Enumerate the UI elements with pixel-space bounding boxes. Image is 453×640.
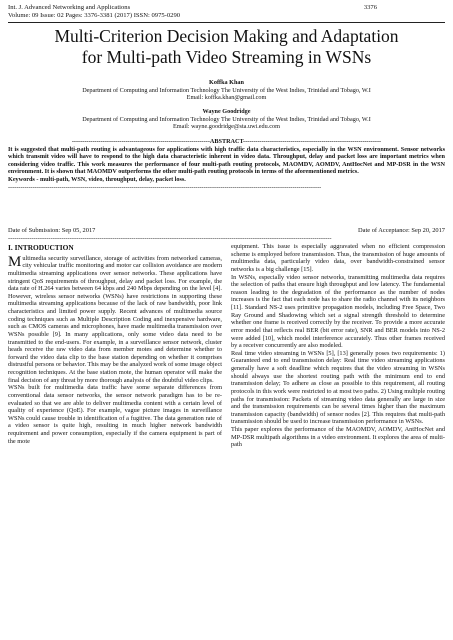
header-rule bbox=[8, 22, 445, 23]
right-column bbox=[231, 243, 445, 449]
submission-date: Date of Submission: Sep 05, 2017 bbox=[8, 227, 96, 234]
abstract-divider: -------------------------------------------------------------------------------------------------------------------------------------------------------- bbox=[8, 183, 322, 191]
paper-title bbox=[20, 26, 433, 67]
title-line-2: for Multi-path Video Streaming in WSNs bbox=[81, 46, 372, 67]
intro-paragraph-4: In WSNs, especially video sensor networks, transmitting multimedia data requires the selection of paths that ensure high throughput and low latency. The fundamental reason leading to the degradation of the performance as the number of nodes increases is the fact that each node has to share the radio channel with its neighbors [11]. Standard NS-2 uses primitive propagation models, including Free Space, Two Ray Ground and Shadowing which set a signal strength threshold to determine whether one frame is received correctly by the receiver. To provide a more accurate error model that reflects real BER (bit error rate), SNR and BER models into NS-2 were added [10], which model interference accurately. Thus other frames received by a receiver concurrently are also modeled. bbox=[231, 273, 445, 350]
abstract bbox=[8, 138, 445, 191]
author-block-2 bbox=[8, 108, 445, 131]
dates-row bbox=[8, 227, 445, 243]
keywords: Keywords - multi-path, WSN, video, throughput, delay, packet loss. bbox=[8, 175, 186, 183]
acceptance-date: Date of Acceptance: Sep 20, 2017 bbox=[358, 227, 445, 234]
abstract-body: It is suggested that multi-path routing is advantageous for applications with high traffic data characteristics, especially in the WSN environment. Sensor networks which transmit video will have to respond to the high data characteristic inherent in video data. Throughput, delay and packet loss are important metrics when considering video traffic. This work measures the performance of four multi-path routing protocols, MAOMDV, AOMDV, AntHocNet and MP-DSR in the WSN environment. It is shown that MAOMDV outperforms the other multi-path routing protocols in terms of the aforementioned metrics. bbox=[8, 145, 445, 176]
journal-name: Int. J. Advanced Networking and Applications bbox=[8, 4, 131, 11]
intro-paragraph-2: WSNs built for multimedia data traffic have some separate differences from conventional data sensor networks, the sensor network paradigm has to be re-evaluated so that we are able to deliver multimedia content with a certain level of quality of experience (QoE). For example, vague picture images in surveillance WSNs could cause trouble in identification of a fugitive. The data generation rate of a video sensor is quite high, resulting in much higher network bandwidth requirement and power consumption, especially if the camera equipment is part of the mote bbox=[8, 384, 222, 445]
intro-paragraph-3: equipment. This issue is especially aggravated when no efficient compression scheme is employed before transmission. Thus, the transmission of huge amounts of multimedia data, particularly video data, over bandwidth-constrained sensor networks is a big challenge [15]. bbox=[231, 243, 445, 273]
author-block-1 bbox=[8, 79, 445, 102]
dates-divider: -------------------------------------------------------------------------------------------------------------------------------------------------------- bbox=[8, 235, 332, 242]
author-affiliation: Department of Computing and Information Technology The University of the West Indies, Trinidad and Tobago, W.I bbox=[82, 115, 371, 123]
section-heading: I. INTRODUCTION bbox=[8, 243, 74, 252]
author-name: Koffka Khan bbox=[209, 79, 244, 86]
author-email[interactable]: Email: wayne.goodridge@sta.uwi.edu.com bbox=[173, 123, 280, 131]
intro-paragraph-6: This paper explores the performance of the MAOMDV, AOMDV, AntHocNet and MP-DSR multipath algorithms in a video environment. It explores the area of multi-path bbox=[231, 426, 445, 449]
author-name: Wayne Goodridge bbox=[202, 108, 251, 115]
abstract-heading: -------------------------------------------------------------------ABSTRACT------------------------------------------------------------------- bbox=[71, 138, 382, 145]
author-email[interactable]: Email: koffka.khan@gmail.com bbox=[186, 94, 267, 102]
intro-paragraph-1: Multimedia security surveillance, storage of activities from networked cameras, city vehicular traffic monitoring and motor car collision avoidance are modern multimedia streaming applications over sensor networks. These applications have stringent QoS requirements of throughput, delay and packet loss. For example, the data rate of H.264 varies between 64 kbps and 240 Mbps depending on the level [4]. However, wireless sensor networks (WSNs) have restrictions in supporting these multimedia streaming applications because of the lack of raw bandwidth, poor link characteristics and limited power supply. Recent advances of multimedia source coding techniques such as Multiple Description Coding and inexpensive hardware, such as CMOS cameras and microphones, have made multimedia transmission over WSNs possible [9]. In many applications, only some video data need to be transmitted to the end-users. For example, in a surveillance sensor network, cluster heads receive the raw video data from member motes and determine whether to forward the video data clip to the base station depending on whether it comprises distrustful persons or behavior. This may be the analyzed work of some image object recognition techniques. At the base station mote, the human operator will make the final decision of any threat by more thorough analysis of the doubtful video clips. bbox=[8, 253, 222, 384]
intro-paragraph-5: Real time video streaming in WSNs [5], [13] generally poses two requirements: 1) Guaranteed end to end transmission delay: Real time video streaming applications generally have a soft deadline which requires that the video streaming in WSNs should always use the shortest routing path with the minimum end to end transmission delay; To adhere as close as possible to this requirement, all routing protocols in this work were restricted to at most two paths. 2) Using multiple routing paths for transmission: Packets of streaming video data generally are large in size and the transmission requirements can be several times higher than the maximum transmission capacity (bandwidth) of sensor nodes [2]. This requires that multi-path transmission should be used to increase transmission performance in WSNs. bbox=[231, 349, 445, 426]
author-affiliation: Department of Computing and Information Technology The University of the West Indies, Trinidad and Tobago, W.I bbox=[82, 86, 371, 94]
left-column bbox=[8, 244, 222, 445]
title-line-1: Multi-Criterion Decision Making and Adaptation bbox=[54, 26, 399, 46]
running-header bbox=[8, 4, 445, 20]
journal-volume: Volume: 09 Issue: 02 Pages: 3376-3381 (2017) ISSN: 0975-0290 bbox=[8, 12, 181, 19]
drop-cap: M bbox=[8, 253, 22, 270]
page-number: 3376 bbox=[363, 4, 377, 11]
